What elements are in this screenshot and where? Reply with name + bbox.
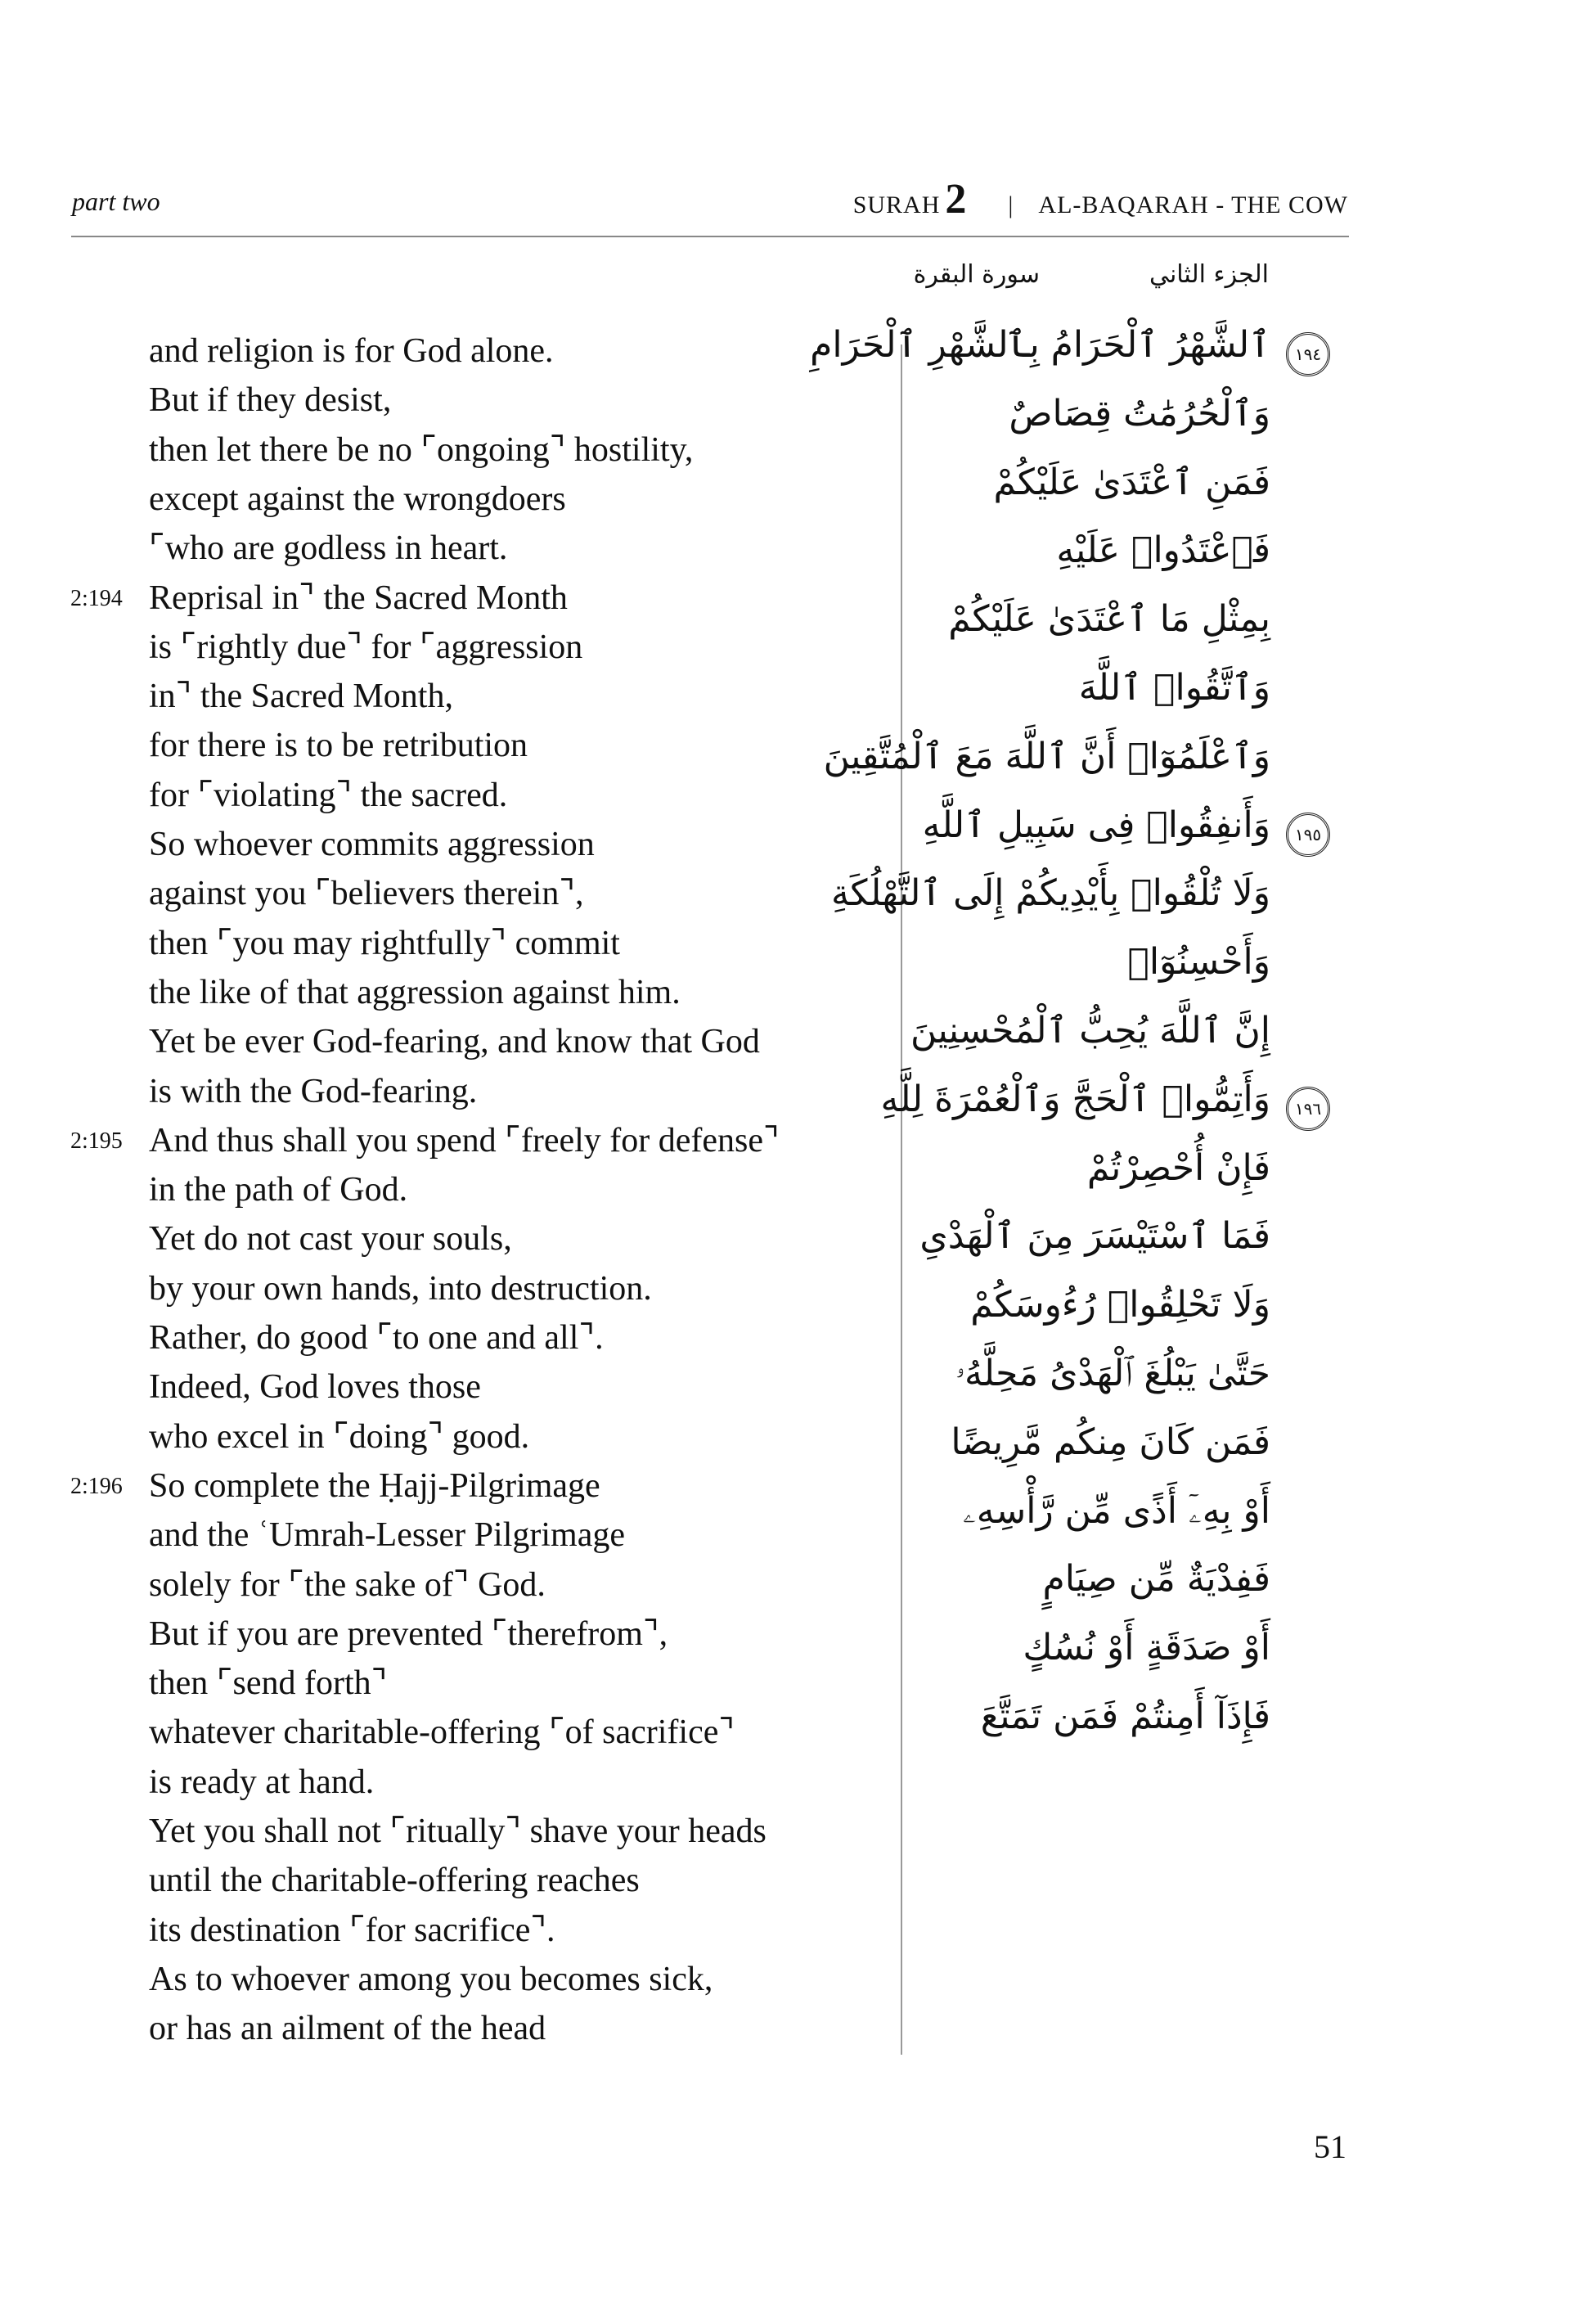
arabic-juz-heading: الجزء الثاني	[1149, 260, 1269, 289]
arabic-verse-line: وَأَنفِقُوا۟ فِى سَبِيلِ ٱللَّهِ	[922, 804, 1270, 846]
translation-line: So complete the Ḥajj-Pilgrimage	[149, 1466, 600, 1505]
verse-number: 2:194	[70, 585, 123, 611]
arabic-verse-line: فَٱعْتَدُوا۟ عَلَيْهِ	[1056, 529, 1270, 572]
arabic-verse-line: فَمَن كَانَ مِنكُم مَّرِيضًا	[951, 1421, 1270, 1463]
header-separator: |	[1008, 191, 1014, 218]
arabic-verse-line: وَٱلْحُرُمَٰتُ قِصَاصٌ	[1009, 392, 1270, 435]
translation-line: Yet do not cast your souls,	[149, 1220, 512, 1259]
page-number: 51	[1314, 2128, 1346, 2165]
arabic-surah-heading: سورة البقرة	[913, 260, 1040, 289]
translation-line: and religion is for God alone.	[149, 332, 554, 370]
translation-line: then ⌜send forth⌝	[149, 1664, 388, 1703]
translation-line: its destination ⌜for sacrifice⌝.	[149, 1911, 555, 1949]
verse-marker-icon: ١٩٥	[1286, 813, 1330, 857]
translation-line: in the path of God.	[149, 1171, 408, 1209]
translation-line: Indeed, God loves those	[149, 1368, 481, 1407]
translation-line: until the charitable-offering reaches	[149, 1862, 640, 1900]
arabic-verse-line: أَوْ بِهِۦٓ أَذًى مِّن رَّأْسِهِۦ	[963, 1489, 1270, 1532]
translation-line: Reprisal in⌝ the Sacred Month	[149, 579, 568, 617]
translation-line: So whoever commits aggression	[149, 826, 595, 863]
surah-name: AL-BAQARAH - THE COW	[1038, 191, 1348, 218]
translation-line: Yet be ever God-fearing, and know that God	[149, 1023, 760, 1061]
translation-line: is ⌜rightly due⌝ for ⌜aggression	[149, 628, 583, 666]
translation-line: And thus shall you spend ⌜freely for defense⌝	[149, 1121, 780, 1160]
translation-line: But if you are prevented ⌜therefrom⌝,	[149, 1614, 668, 1653]
arabic-verse-line: وَٱعْلَمُوٓا۟ أَنَّ ٱللَّهَ مَعَ ٱلْمُتَّقِينَ	[823, 735, 1270, 777]
arabic-verse-line: فَفِدْيَةٌ مِّن صِيَامٍ	[1042, 1558, 1270, 1601]
translation-line: in⌝ the Sacred Month,	[149, 678, 453, 716]
translation-line: who excel in ⌜doing⌝ good.	[149, 1417, 530, 1456]
verse-marker-icon: ١٩٤	[1286, 332, 1330, 376]
running-head-surah	[853, 175, 1348, 223]
arabic-verse-line: إِنَّ ٱللَّهَ يُحِبُّ ٱلْمُحْسِنِينَ	[910, 1010, 1270, 1051]
translation-line: the like of that aggression against him.	[149, 973, 681, 1011]
translation-line: and the ʿUmrah-Lesser Pilgrimage	[149, 1516, 625, 1555]
verse-number: 2:195	[70, 1128, 123, 1154]
arabic-verse-line: فَإِنْ أُحْصِرْتُمْ	[1086, 1146, 1270, 1189]
arabic-verse-line: أَوْ صَدَقَةٍ أَوْ نُسُكٍ	[1023, 1627, 1270, 1669]
surah-label: SURAH	[852, 191, 941, 218]
arabic-verse-line: فَمَا ٱسْتَيْسَرَ مِنَ ٱلْهَدْىِ	[919, 1215, 1270, 1258]
translation-line: whatever charitable-offering ⌜of sacrifice⌝	[149, 1713, 735, 1752]
arabic-verse-line: وَأَتِمُّوا۟ ٱلْحَجَّ وَٱلْعُمْرَةَ لِلَّهِ	[880, 1078, 1270, 1120]
translation-line: for there is to be retribution	[149, 727, 528, 765]
translation-line: But if they desist,	[149, 381, 392, 420]
arabic-verse-line: وَلَا تُلْقُوا۟ بِأَيْدِيكُمْ إِلَى ٱلتَّهْلُكَةِ	[830, 872, 1270, 915]
translation-line: As to whoever among you becomes sick,	[149, 1960, 713, 1998]
translation-line: is ready at hand.	[149, 1763, 375, 1801]
translation-line: Yet you shall not ⌜ritually⌝ shave your heads	[149, 1812, 767, 1850]
translation-line: except against the wrongdoers	[149, 480, 566, 518]
arabic-verse-line: وَٱتَّقُوا۟ ٱللَّهَ	[1078, 667, 1270, 709]
surah-number: 2	[945, 176, 968, 223]
arabic-verse-line: وَلَا تَحْلِقُوا۟ رُءُوسَكُمْ	[970, 1284, 1270, 1326]
translation-line: is with the God-fearing.	[149, 1072, 478, 1110]
arabic-verse-line: بِمِثْلِ مَا ٱعْتَدَىٰ عَلَيْكُمْ	[948, 598, 1270, 641]
arabic-verse-line: وَأَحْسِنُوٓا۟	[1127, 941, 1270, 984]
translation-line: for ⌜violating⌝ the sacred.	[149, 776, 508, 814]
translation-line: or has an ailment of the head	[149, 2010, 546, 2048]
translation-line: then let there be no ⌜ongoing⌝ hostility,	[149, 430, 694, 469]
arabic-verse-line: حَتَّىٰ يَبْلُغَ ٱلْهَدْىُ مَحِلَّهُۥ	[955, 1353, 1270, 1394]
translation-line: then ⌜you may rightfully⌝ commit	[149, 924, 620, 962]
header-rule	[71, 236, 1349, 237]
arabic-verse-line: ٱلشَّهْرُ ٱلْحَرَامُ بِٱلشَّهْرِ ٱلْحَرَامِ	[810, 324, 1270, 366]
translation-line: solely for ⌜the sake of⌝ God.	[149, 1565, 546, 1604]
verse-marker-icon: ١٩٦	[1286, 1087, 1330, 1131]
translation-line: against you ⌜believers therein⌝,	[149, 875, 584, 913]
column-divider	[901, 344, 902, 2055]
translation-line: Rather, do good ⌜to one and all⌝.	[149, 1319, 604, 1357]
arabic-verse-line: فَمَنِ ٱعْتَدَىٰ عَلَيْكُمْ	[993, 461, 1270, 503]
running-head-part: part two	[72, 187, 160, 216]
translation-line: by your own hands, into destruction.	[149, 1269, 652, 1308]
translation-line: ⌜who are godless in heart.	[149, 529, 508, 568]
verse-number: 2:196	[70, 1473, 123, 1499]
arabic-verse-line: فَإِذَآ أَمِنتُمْ فَمَن تَمَتَّعَ	[980, 1695, 1270, 1737]
